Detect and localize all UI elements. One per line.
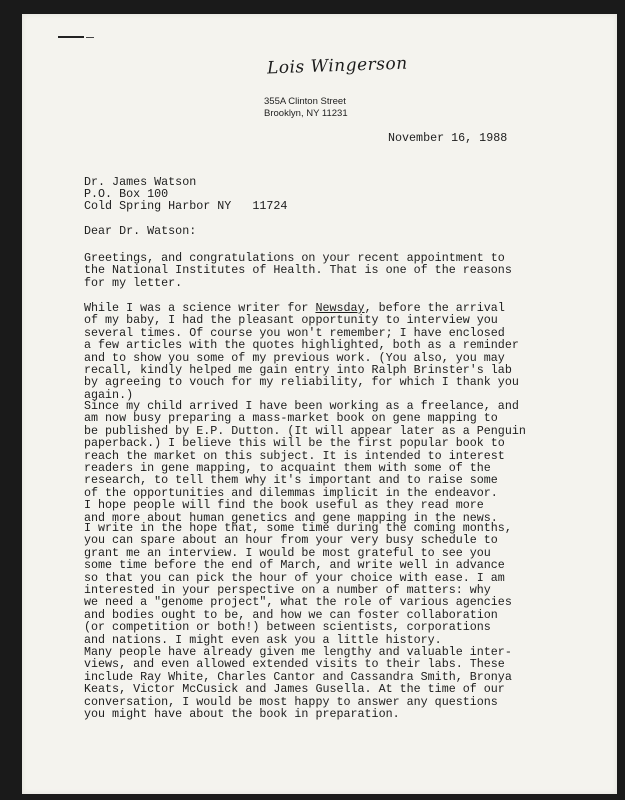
letterhead-city: Brooklyn, NY 11231 [264,108,348,119]
paragraph-line: Many people have already given me lengthy and valuable inter- [84,645,512,659]
recipient-box: P.O. Box 100 [84,187,169,201]
paragraph-line: I write in the hope that, some time during the coming months, [84,521,512,535]
paragraph-line: views, and even allowed extended visits to their labs. These [84,657,505,672]
pen-mark [58,36,84,38]
paragraph-line: and nations. I might even ask you a little history. [84,632,442,647]
paragraph-line: research, to tell them why it's important and to raise some [84,473,498,488]
paragraph-line: grant me an interview. I would be most grateful to see you [84,545,491,560]
paragraph-line: and more about human genetics and gene mapping in the news. [84,510,498,525]
paragraph-line: for my letter. [84,275,183,290]
paragraph-line: several times. Of course you won't remember; I have enclosed [84,325,505,340]
paragraph-4 [84,522,512,646]
paragraph-line: you might have about the book in preparation. [84,707,400,722]
paragraph-line: readers in gene mapping, to acquaint them with some of the [84,461,491,476]
paragraph-5 [84,646,512,720]
paragraph-line: Keats, Victor McCusick and James Gusella. At the time of our [84,682,505,697]
paragraph-line: we need a "genome project", what the role of various agencies [84,595,512,610]
paragraph-line: be published by E.P. Dutton. (It will appear later as a Penguin [84,423,526,438]
paragraph-line: a few articles with the quotes highlighted, both as a reminder [84,338,519,353]
paragraph-line: Greetings, and congratulations on your recent appointment to [84,251,505,265]
paragraph-line: recall, kindly helped me gain entry into Ralph Brinster's lab [84,363,512,378]
paragraph-1 [84,252,512,289]
paragraph-line: the National Institutes of Health. That is one of the reasons [84,263,512,278]
recipient-name: Dr. James Watson [84,175,197,189]
paragraph-3 [84,400,526,524]
paragraph-line: (or competition or both!) between scientists, corporations [84,620,491,635]
letterhead-street: 355A Clinton Street [264,96,346,107]
recipient-city: Cold Spring Harbor NY 11724 [84,199,288,213]
letter-page [22,14,617,794]
line-text: , before the arrival [364,301,505,315]
paragraph-line: you can spare about an hour from your very busy schedule to [84,533,498,548]
pen-mark-tail [86,37,94,38]
salutation: Dear Dr. Watson: [84,224,197,238]
paragraph-line: and to show you some of my previous work. (You also, you may [84,350,505,365]
paragraph-line: some time before the end of March, and write well in advance [84,558,505,573]
paragraph-line: conversation, I would be most happy to answer any questions [84,694,498,709]
letterhead-signature: Lois Wingerson [266,53,408,79]
paragraph-line: I hope people will find the book useful as they read more [84,498,484,513]
paragraph-line: so that you can pick the hour of your choice with ease. I am [84,570,505,585]
paragraph-line: by agreeing to vouch for my reliability, for which I thank you [84,375,519,390]
paragraph-line: again.) [84,387,134,402]
newsday-title: Newsday [315,301,365,315]
paragraph-line: include Ray White, Charles Cantor and Cassandra Smith, Bronya [84,669,512,684]
letter-date: November 16, 1988 [388,131,508,145]
line-text: While I was a science writer for [84,301,316,315]
paragraph-line: interested in your perspective on a number of matters: why [84,583,491,598]
paragraph-line: of my baby, I had the pleasant opportunity to interview you [84,313,498,328]
paragraph-line: and bodies ought to be, and how we can foster collaboration [84,607,498,622]
paragraph-line: Since my child arrived I have been working as a freelance, and [84,399,519,413]
paragraph-line: paperback.) I believe this will be the first popular book to [84,436,505,451]
paragraph-line: of the opportunities and dilemmas implicit in the endeavor. [84,485,498,500]
paragraph-line: am now busy preparing a mass-market book on gene mapping to [84,411,498,426]
paragraph-2 [84,302,519,401]
paragraph-line: reach the market on this subject. It is intended to interest [84,448,505,463]
